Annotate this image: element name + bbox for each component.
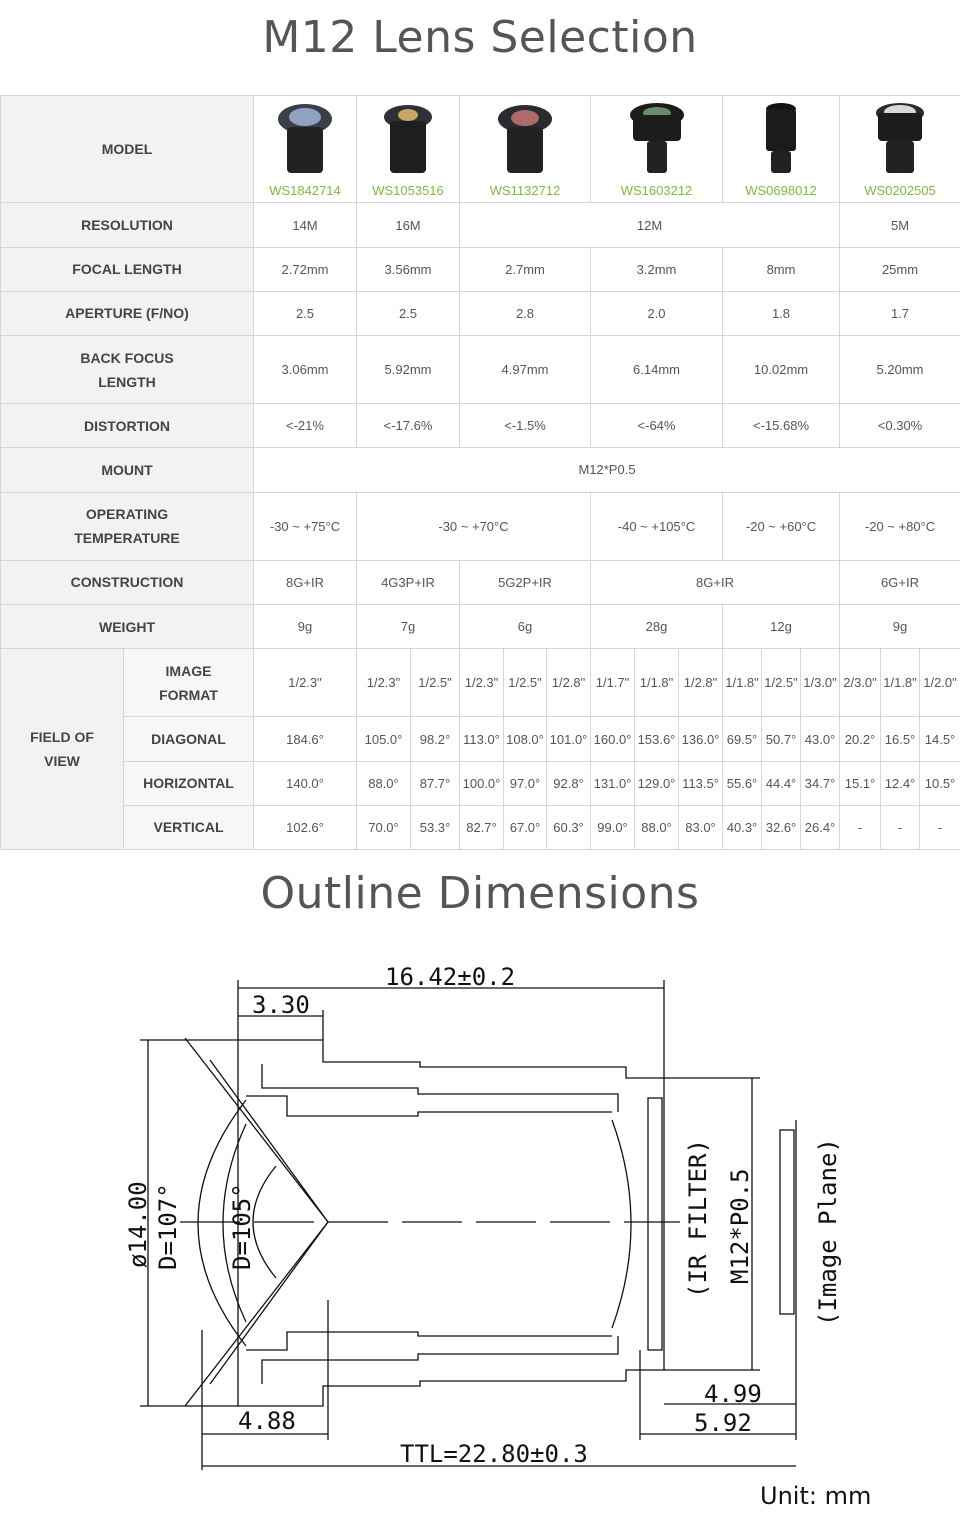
- image-plane-label: (Image Plane): [814, 1138, 842, 1326]
- model-cell: [840, 96, 960, 203]
- fov-cell: 136.0°: [679, 717, 723, 761]
- row-label-distortion: DISTORTION: [1, 404, 254, 448]
- model-name: WS1132712: [489, 183, 561, 199]
- model-cell: [357, 96, 460, 203]
- fov-cell: 1/2.3": [357, 649, 411, 717]
- fov-cell: 1/2.8": [679, 649, 723, 717]
- table-cell: 2.0: [591, 291, 723, 335]
- table-cell: 9g: [840, 604, 960, 648]
- fov-cell: 153.6°: [635, 717, 679, 761]
- fov-cell: 1/1.8": [723, 649, 762, 717]
- fov-cell: 129.0°: [635, 761, 679, 805]
- table-cell: 8G+IR: [254, 560, 357, 604]
- fov-cell: 60.3°: [547, 805, 591, 849]
- fov-cell: 108.0°: [504, 717, 547, 761]
- row-label-image-format-text: IMAGE FORMAT: [159, 662, 218, 703]
- model-cell: [254, 96, 357, 203]
- table-cell: -20 ~ +60°C: [723, 492, 840, 560]
- table-cell: 3.56mm: [357, 247, 460, 291]
- fov-cell: 100.0°: [460, 761, 504, 805]
- model-name: WS0202505: [864, 183, 936, 199]
- fov-cell: 113.5°: [679, 761, 723, 805]
- dim-line-488: [202, 1300, 328, 1470]
- fov-cell: 26.4°: [801, 805, 840, 849]
- table-cell: -30 ~ +75°C: [254, 492, 357, 560]
- model-cell: [460, 96, 591, 203]
- table-cell: 25mm: [840, 247, 960, 291]
- back-focus-row: [1, 335, 960, 403]
- model-row: [1, 96, 960, 203]
- fov-cell: 1/2.8": [547, 649, 591, 717]
- lens-image: [378, 101, 438, 177]
- outline-drawing: [0, 950, 960, 1490]
- fov-cell: 97.0°: [504, 761, 547, 805]
- dim-label-overall: 16.42±0.2: [385, 963, 516, 991]
- fov-cell: 1/2.5": [411, 649, 460, 717]
- dim-label-d107: D=107°: [154, 1183, 182, 1270]
- construction-row: [1, 560, 960, 604]
- distortion-row: [1, 404, 960, 448]
- fov-cell: 83.0°: [679, 805, 723, 849]
- fov-cell: 69.5°: [723, 717, 762, 761]
- model-name: WS1603212: [620, 183, 693, 199]
- unit-label: Unit: mm: [760, 1482, 872, 1510]
- fov-cell: 1/2.3": [460, 649, 504, 717]
- table-cell: 9g: [254, 604, 357, 648]
- fov-cell: 1/2.5": [504, 649, 547, 717]
- row-label-image-format: [124, 649, 254, 717]
- fov-cell: 43.0°: [801, 717, 840, 761]
- row-label-operating-temp: [1, 492, 254, 560]
- fov-cell: 44.4°: [762, 761, 801, 805]
- model-name: WS1053516: [372, 183, 444, 199]
- row-label-diagonal: DIAGONAL: [124, 717, 254, 761]
- fov-cell: 1/2.0": [920, 649, 960, 717]
- table-cell: 12M: [460, 203, 840, 247]
- fov-cell: 113.0°: [460, 717, 504, 761]
- row-label-horizontal: HORIZONTAL: [124, 761, 254, 805]
- page-title: M12 Lens Selection: [262, 12, 698, 63]
- fov-cell: 99.0°: [591, 805, 635, 849]
- resolution-row: [1, 203, 960, 247]
- fov-cell: 105.0°: [357, 717, 411, 761]
- fov-cell: 102.6°: [254, 805, 357, 849]
- fov-cell: 98.2°: [411, 717, 460, 761]
- lens-body-outline: [238, 1040, 664, 1406]
- table-cell: 1.8: [723, 291, 840, 335]
- table-cell: 7g: [357, 604, 460, 648]
- table-cell: 12g: [723, 604, 840, 648]
- table-cell: M12*P0.5: [254, 448, 960, 492]
- lens-image: [275, 101, 335, 177]
- fov-cell: 15.1°: [840, 761, 881, 805]
- aperture-row: [1, 291, 960, 335]
- fov-cell: -: [920, 805, 960, 849]
- table-cell: 4G3P+IR: [357, 560, 460, 604]
- table-cell: 3.06mm: [254, 335, 357, 403]
- fov-cell: 12.4°: [881, 761, 920, 805]
- table-cell: <-17.6%: [357, 404, 460, 448]
- fov-cell: 87.7°: [411, 761, 460, 805]
- row-label-focal-length: FOCAL LENGTH: [1, 247, 254, 291]
- fov-cell: 131.0°: [591, 761, 635, 805]
- model-cell: [723, 96, 840, 203]
- operating-temp-row: [1, 492, 960, 560]
- ir-filter-shape: [648, 1098, 662, 1350]
- table-cell: <-21%: [254, 404, 357, 448]
- model-cell: [591, 96, 723, 203]
- fov-cell: 88.0°: [635, 805, 679, 849]
- dim-label-499: 4.99: [704, 1380, 762, 1408]
- row-label-back-focus: [1, 335, 254, 403]
- fov-cell: 53.3°: [411, 805, 460, 849]
- fov-cell: -: [840, 805, 881, 849]
- image-format-row: [1, 649, 960, 717]
- lens-image: [870, 101, 930, 177]
- rear-element: [612, 1120, 631, 1328]
- fov-cell: 88.0°: [357, 761, 411, 805]
- table-cell: 6G+IR: [840, 560, 960, 604]
- row-label-weight: WEIGHT: [1, 604, 254, 648]
- table-cell: 2.8: [460, 291, 591, 335]
- table-cell: 5.92mm: [357, 335, 460, 403]
- fov-cell: 2/3.0": [840, 649, 881, 717]
- image-plane-shape: [780, 1130, 794, 1314]
- dim-label-diameter: ø14.00: [124, 1181, 152, 1268]
- table-cell: -20 ~ +80°C: [840, 492, 960, 560]
- model-name: WS0698012: [745, 183, 817, 199]
- row-label-mount: MOUNT: [1, 448, 254, 492]
- fov-cell: 32.6°: [762, 805, 801, 849]
- row-label-vertical: VERTICAL: [124, 805, 254, 849]
- table-cell: 8G+IR: [591, 560, 840, 604]
- lens-image: [495, 101, 555, 177]
- fov-cell: 1/3.0": [801, 649, 840, 717]
- table-cell: 2.5: [357, 291, 460, 335]
- lens-spec-table: [0, 95, 960, 850]
- vertical-row: [1, 805, 960, 849]
- lens-image: [627, 101, 687, 177]
- table-cell: <0.30%: [840, 404, 960, 448]
- fov-cell: 92.8°: [547, 761, 591, 805]
- fov-cell: 101.0°: [547, 717, 591, 761]
- table-cell: 4.97mm: [460, 335, 591, 403]
- diagonal-row: [1, 717, 960, 761]
- fov-cell: 20.2°: [840, 717, 881, 761]
- fov-cell: 67.0°: [504, 805, 547, 849]
- fov-cell: 10.5°: [920, 761, 960, 805]
- table-cell: 16M: [357, 203, 460, 247]
- row-label-resolution: RESOLUTION: [1, 203, 254, 247]
- table-cell: 1.7: [840, 291, 960, 335]
- fov-cell: 1/2.5": [762, 649, 801, 717]
- fov-cell: 34.7°: [801, 761, 840, 805]
- table-cell: 6.14mm: [591, 335, 723, 403]
- fov-cell: -: [881, 805, 920, 849]
- table-cell: 14M: [254, 203, 357, 247]
- dim-label-488: 4.88: [238, 1407, 296, 1435]
- row-label-construction: CONSTRUCTION: [1, 560, 254, 604]
- thread-label: M12*P0.5: [726, 1168, 754, 1284]
- table-cell: 8mm: [723, 247, 840, 291]
- fov-cell: 55.6°: [723, 761, 762, 805]
- table-cell: 2.72mm: [254, 247, 357, 291]
- mount-row: [1, 448, 960, 492]
- table-cell: 6g: [460, 604, 591, 648]
- focal-length-row: [1, 247, 960, 291]
- weight-row: [1, 604, 960, 648]
- dim-label-d105: D=105°: [228, 1183, 256, 1270]
- table-cell: 3.2mm: [591, 247, 723, 291]
- table-cell: 2.5: [254, 291, 357, 335]
- table-cell: 10.02mm: [723, 335, 840, 403]
- table-cell: <-15.68%: [723, 404, 840, 448]
- fov-cell: 1/1.7": [591, 649, 635, 717]
- table-cell: 28g: [591, 604, 723, 648]
- table-cell: 5.20mm: [840, 335, 960, 403]
- table-cell: 5M: [840, 203, 960, 247]
- ir-filter-label: (IR FILTER): [684, 1139, 712, 1298]
- row-label-operating-temp-text: OPERATING TEMPERATURE: [74, 506, 180, 547]
- fov-cell: 1/2.3": [254, 649, 357, 717]
- row-label-aperture: APERTURE (F/NO): [1, 291, 254, 335]
- fov-cell: 82.7°: [460, 805, 504, 849]
- fov-cell: 40.3°: [723, 805, 762, 849]
- fov-cell: 50.7°: [762, 717, 801, 761]
- table-cell: <-1.5%: [460, 404, 591, 448]
- fov-cell: 16.5°: [881, 717, 920, 761]
- section-title: Outline Dimensions: [260, 868, 700, 919]
- fov-cell: 1/1.8": [881, 649, 920, 717]
- fov-cell: 1/1.8": [635, 649, 679, 717]
- lens-image: [751, 101, 811, 177]
- table-cell: 2.7mm: [460, 247, 591, 291]
- model-name: WS1842714: [269, 183, 341, 199]
- fov-cell: 70.0°: [357, 805, 411, 849]
- fov-cell: 184.6°: [254, 717, 357, 761]
- fov-cell: 140.0°: [254, 761, 357, 805]
- row-label-model: MODEL: [1, 96, 254, 203]
- row-label-fov-text: FIELD OF VIEW: [30, 729, 94, 770]
- table-cell: -30 ~ +70°C: [357, 492, 591, 560]
- table-cell: 5G2P+IR: [460, 560, 591, 604]
- fov-cell: 14.5°: [920, 717, 960, 761]
- table-cell: <-64%: [591, 404, 723, 448]
- dim-label-front: 3.30: [252, 991, 310, 1019]
- horizontal-row: [1, 761, 960, 805]
- fov-cell: 160.0°: [591, 717, 635, 761]
- table-cell: -40 ~ +105°C: [591, 492, 723, 560]
- row-label-fov: [1, 649, 124, 850]
- dim-label-592: 5.92: [694, 1409, 752, 1437]
- row-label-back-focus-text: BACK FOCUS LENGTH: [80, 349, 174, 390]
- lens-step-outline: [246, 1096, 612, 1350]
- dim-label-ttl: TTL=22.80±0.3: [400, 1440, 588, 1468]
